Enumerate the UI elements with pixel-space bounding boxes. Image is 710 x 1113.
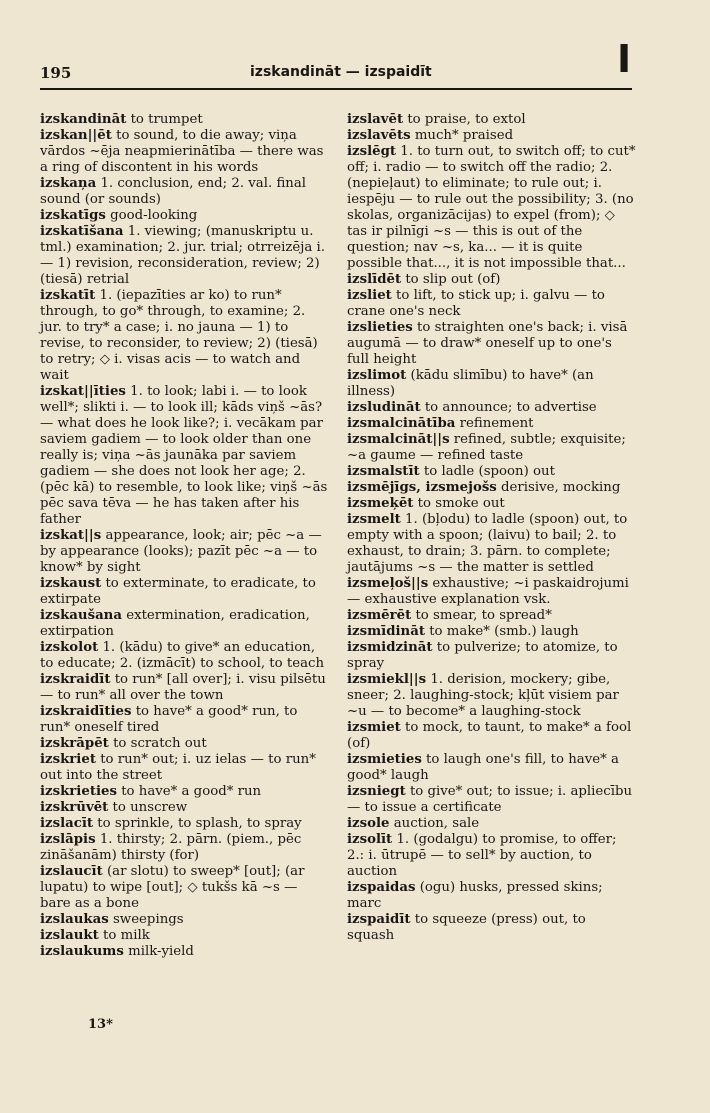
- entry-headword: izspaidas: [347, 880, 416, 895]
- dictionary-entry: [40, 288, 330, 384]
- entry-headword: izsmalcinātība: [347, 416, 456, 431]
- dictionary-entry: [347, 480, 637, 496]
- dictionary-entry: [347, 816, 637, 832]
- dictionary-entry: [347, 272, 637, 288]
- entry-definition: to pulverize; to atomize, to spray: [347, 640, 618, 671]
- dictionary-entry: [40, 944, 330, 960]
- right-column: [347, 112, 637, 944]
- entry-headword: izskraidīties: [40, 704, 132, 719]
- entry-headword: izskandināt: [40, 112, 127, 127]
- entry-definition: exhaustive; ~i paskaidrojumi — exhaustive explanation vsk.: [347, 576, 629, 607]
- entry-definition: 1. conclusion, end; 2. val. final sound (or sounds): [40, 176, 307, 207]
- entry-definition: 1. thirsty; 2. pārn. (piem., pēc zināšanām) thirsty (for): [40, 832, 302, 863]
- entry-headword: izslacīt: [40, 816, 94, 831]
- entry-definition: to give* out; to issue; i. apliecību — to issue a certificate: [347, 784, 633, 815]
- entry-definition: to run* [all over]; i. visu pilsētu — to run* all over the town: [40, 672, 326, 703]
- entry-definition: to exterminate, to eradicate, to extirpate: [40, 576, 316, 607]
- dictionary-entry: [40, 224, 330, 288]
- entry-headword: izsmelt: [347, 512, 401, 527]
- entry-definition: much* praised: [414, 128, 514, 143]
- entry-headword: izslavēts: [347, 128, 411, 143]
- dictionary-entry: [347, 784, 637, 816]
- entry-headword: izskaust: [40, 576, 102, 591]
- entry-definition: 1. (godalgu) to promise, to offer; 2.: i. ūtrupē — to sell* by auction, to auction: [347, 832, 617, 879]
- entry-definition: 1. (iepazīties ar ko) to run* through, to go* through, to examine; 2. jur. to try* a case; i. no jauna — 1) to revise, to reconsider, to review; 2) (tiesā) to retry; ◇ i. visas acis — to watch and wait: [40, 288, 318, 383]
- entry-definition: to trumpet: [130, 112, 203, 127]
- dictionary-entry: [40, 528, 330, 576]
- dictionary-entry: [40, 128, 330, 176]
- entry-definition: 1. (bļodu) to ladle (spoon) out, to empty with a spoon; (laivu) to bail; 2. to exhaust, to drain; 3. pārn. to complete; jautājums ~s — the matter is settled: [347, 512, 628, 575]
- entry-definition: to announce; to advertise: [424, 400, 597, 415]
- dictionary-entry: [40, 864, 330, 912]
- page-number: 195: [40, 64, 72, 82]
- dictionary-entry: [40, 832, 330, 864]
- entry-definition: to sound, to die away; viņa vārdos ~ēja neapmierinātība — there was a ring of discontent in his words: [40, 128, 324, 175]
- entry-definition: extermination, eradication, extirpation: [40, 608, 310, 639]
- dictionary-entry: [347, 400, 637, 416]
- dictionary-entry: [347, 880, 637, 912]
- dictionary-entry: [40, 704, 330, 736]
- entry-headword: izskatīt: [40, 288, 96, 303]
- entry-headword: izskrūvēt: [40, 800, 109, 815]
- entry-headword: izslēgt: [347, 144, 397, 159]
- section-letter: I: [617, 37, 632, 81]
- dictionary-entry: [40, 784, 330, 800]
- entry-definition: to slip out (of): [405, 272, 501, 287]
- dictionary-entry: [40, 112, 330, 128]
- entry-definition: to sprinkle, to splash, to spray: [97, 816, 302, 831]
- dictionary-entry: [40, 640, 330, 672]
- entry-headword: izslavēt: [347, 112, 404, 127]
- entry-definition: sweepings: [112, 912, 184, 927]
- entry-headword: izskatīgs: [40, 208, 106, 223]
- entry-headword: izskan||ēt: [40, 128, 112, 143]
- entry-headword: izsmieties: [347, 752, 422, 767]
- entry-definition: to laugh one's fill, to have* a good* laugh: [347, 752, 619, 783]
- entry-headword: izslaukums: [40, 944, 124, 959]
- dictionary-entry: [347, 496, 637, 512]
- dictionary-entry: [347, 320, 637, 368]
- dictionary-entry: [347, 432, 637, 464]
- entry-headword: izsmiekl||s: [347, 672, 427, 687]
- entry-definition: to scratch out: [113, 736, 207, 751]
- dictionary-entry: [347, 672, 637, 720]
- entry-definition: to run* out; i. uz ielas — to run* out into the street: [40, 752, 316, 783]
- entry-definition: to smear, to spread*: [415, 608, 552, 623]
- entry-headword: izslaukas: [40, 912, 109, 927]
- entry-headword: izskraidīt: [40, 672, 111, 687]
- dictionary-entry: [347, 464, 637, 480]
- entry-definition: to ladle (spoon) out: [423, 464, 555, 479]
- dictionary-entry: [40, 576, 330, 608]
- entry-headword: izskrieties: [40, 784, 117, 799]
- dictionary-entry: [40, 928, 330, 944]
- entry-definition: to mock, to taunt, to make* a fool (of): [347, 720, 632, 751]
- entry-headword: izslaukt: [40, 928, 99, 943]
- dictionary-entry: [347, 128, 637, 144]
- entry-definition: 1. to turn out, to switch off; to cut* off; i. radio — to switch off the radio; 2. (nepieļaut) to eliminate; to rule out; i. iespēju — to rule out the possibility; 3. (no skolas, organizācijas) to expel (from); ◇ tas ir pilnīgi ~s — this is out of the question; nav ~s, ka... — it is quite possible that..., it is not impossible that...: [347, 144, 636, 271]
- entry-definition: 1. (kādu) to give* an education, to educate; 2. (izmācīt) to school, to teach: [40, 640, 325, 671]
- entry-definition: (kādu slimību) to have* (an illness): [347, 368, 594, 399]
- dictionary-entry: [40, 672, 330, 704]
- dictionary-entry: [347, 368, 637, 400]
- dictionary-entry: [347, 512, 637, 576]
- entry-headword: izsmeķēt: [347, 496, 414, 511]
- entry-headword: izslāpis: [40, 832, 96, 847]
- dictionary-entry: [40, 736, 330, 752]
- entry-definition: to squeeze (press) out, to squash: [347, 912, 586, 943]
- entry-headword: izskat||s: [40, 528, 102, 543]
- dictionary-entry: [40, 816, 330, 832]
- entry-headword: izsmeļoš||s: [347, 576, 429, 591]
- entry-definition: auction, sale: [393, 816, 480, 831]
- entry-headword: izskaušana: [40, 608, 122, 623]
- dictionary-entry: [347, 576, 637, 608]
- entry-headword: izsmīdināt: [347, 624, 425, 639]
- entry-definition: (ar slotu) to sweep* [out]; (ar lupatu) to wipe [out]; ◇ tukšs kā ~s — bare as a bone: [40, 864, 305, 911]
- entry-definition: 1. viewing; (manuskriptu u. tml.) examination; 2. jur. trial; otrreizēja i. — 1) revision, reconsideration, review; 2) (tiesā) retrial: [40, 224, 325, 287]
- entry-headword: izslīdēt: [347, 272, 402, 287]
- dictionary-entry: [347, 720, 637, 752]
- entry-definition: refined, subtle; exquisite; ~a gaume — refined taste: [347, 432, 626, 463]
- entry-definition: to smoke out: [417, 496, 505, 511]
- dictionary-entry: [40, 912, 330, 928]
- running-head: izskandināt — izspaidīt: [250, 64, 432, 80]
- dictionary-entry: [40, 176, 330, 208]
- left-column: [40, 112, 330, 960]
- entry-definition: to straighten one's back; i. visā augumā — to draw* oneself up to one's full height: [347, 320, 628, 367]
- entry-headword: izspaidīt: [347, 912, 411, 927]
- dictionary-entry: [40, 208, 330, 224]
- dictionary-entry: [347, 112, 637, 128]
- entry-headword: izslaucīt: [40, 864, 103, 879]
- entry-headword: izsole: [347, 816, 390, 831]
- entry-headword: izslieties: [347, 320, 413, 335]
- dictionary-entry: [347, 832, 637, 880]
- dictionary-entry: [40, 384, 330, 528]
- entry-headword: izsmidzināt: [347, 640, 433, 655]
- dictionary-entry: [347, 288, 637, 320]
- entry-headword: izsmiet: [347, 720, 401, 735]
- dictionary-entry: [347, 912, 637, 944]
- entry-headword: izsludināt: [347, 400, 421, 415]
- entry-headword: izsmalstīt: [347, 464, 420, 479]
- entry-headword: izslimot: [347, 368, 407, 383]
- dictionary-entry: [347, 144, 637, 272]
- entry-headword: izsliet: [347, 288, 392, 303]
- entry-definition: to milk: [103, 928, 150, 943]
- dictionary-entry: [347, 640, 637, 672]
- entry-definition: to make* (smb.) laugh: [429, 624, 579, 639]
- entry-definition: to praise, to extol: [407, 112, 526, 127]
- entry-definition: appearance, look; air; pēc ~a — by appearance (looks); pazīt pēc ~a — to know* by sight: [40, 528, 322, 575]
- entry-definition: derisive, mocking: [501, 480, 621, 495]
- entry-definition: to lift, to stick up; i. galvu — to crane one's neck: [347, 288, 605, 319]
- signature-mark: 13*: [88, 1017, 113, 1032]
- entry-headword: izskaņa: [40, 176, 97, 191]
- entry-headword: izskat||īties: [40, 384, 126, 399]
- entry-definition: milk-yield: [128, 944, 194, 959]
- entry-definition: (ogu) husks, pressed skins; marc: [347, 880, 603, 911]
- entry-headword: izsmējīgs, izsmejošs: [347, 480, 497, 495]
- dictionary-entry: [347, 608, 637, 624]
- entry-definition: to have* a good* run: [121, 784, 262, 799]
- entry-definition: refinement: [459, 416, 534, 431]
- entry-headword: izsniegt: [347, 784, 406, 799]
- entry-definition: 1. to look; labi i. — to look well*; slikti i. — to look ill; kāds viņš ~ās? — what does he look like?; i. vecākam par saviem gadiem — to look older than one really is; viņa ~ās jaunāka par saviem gadiem — she does not look her age; 2. (pēc kā) to resemble, to look like; viņš ~ās pēc sava tēva — he has taken after his father: [40, 384, 328, 527]
- entry-definition: good-looking: [110, 208, 198, 223]
- entry-definition: to have* a good* run, to run* oneself tired: [40, 704, 298, 735]
- entry-headword: izskriet: [40, 752, 96, 767]
- dictionary-entry: [40, 608, 330, 640]
- dictionary-entry: [40, 800, 330, 816]
- entry-headword: izskrāpēt: [40, 736, 109, 751]
- entry-headword: izsolīt: [347, 832, 393, 847]
- entry-definition: 1. derision, mockery; gibe, sneer; 2. laughing-stock; kļūt visiem par ~u — to become* a laughing-stock: [347, 672, 619, 719]
- entry-headword: izskolot: [40, 640, 99, 655]
- dictionary-entry: [347, 752, 637, 784]
- dictionary-entry: [40, 752, 330, 784]
- entry-headword: izsmērēt: [347, 608, 412, 623]
- entry-definition: to unscrew: [112, 800, 188, 815]
- entry-headword: izsmalcināt||s: [347, 432, 450, 447]
- entry-headword: izskatīšana: [40, 224, 124, 239]
- header-rule: [40, 88, 632, 90]
- dictionary-entry: [347, 624, 637, 640]
- dictionary-entry: [347, 416, 637, 432]
